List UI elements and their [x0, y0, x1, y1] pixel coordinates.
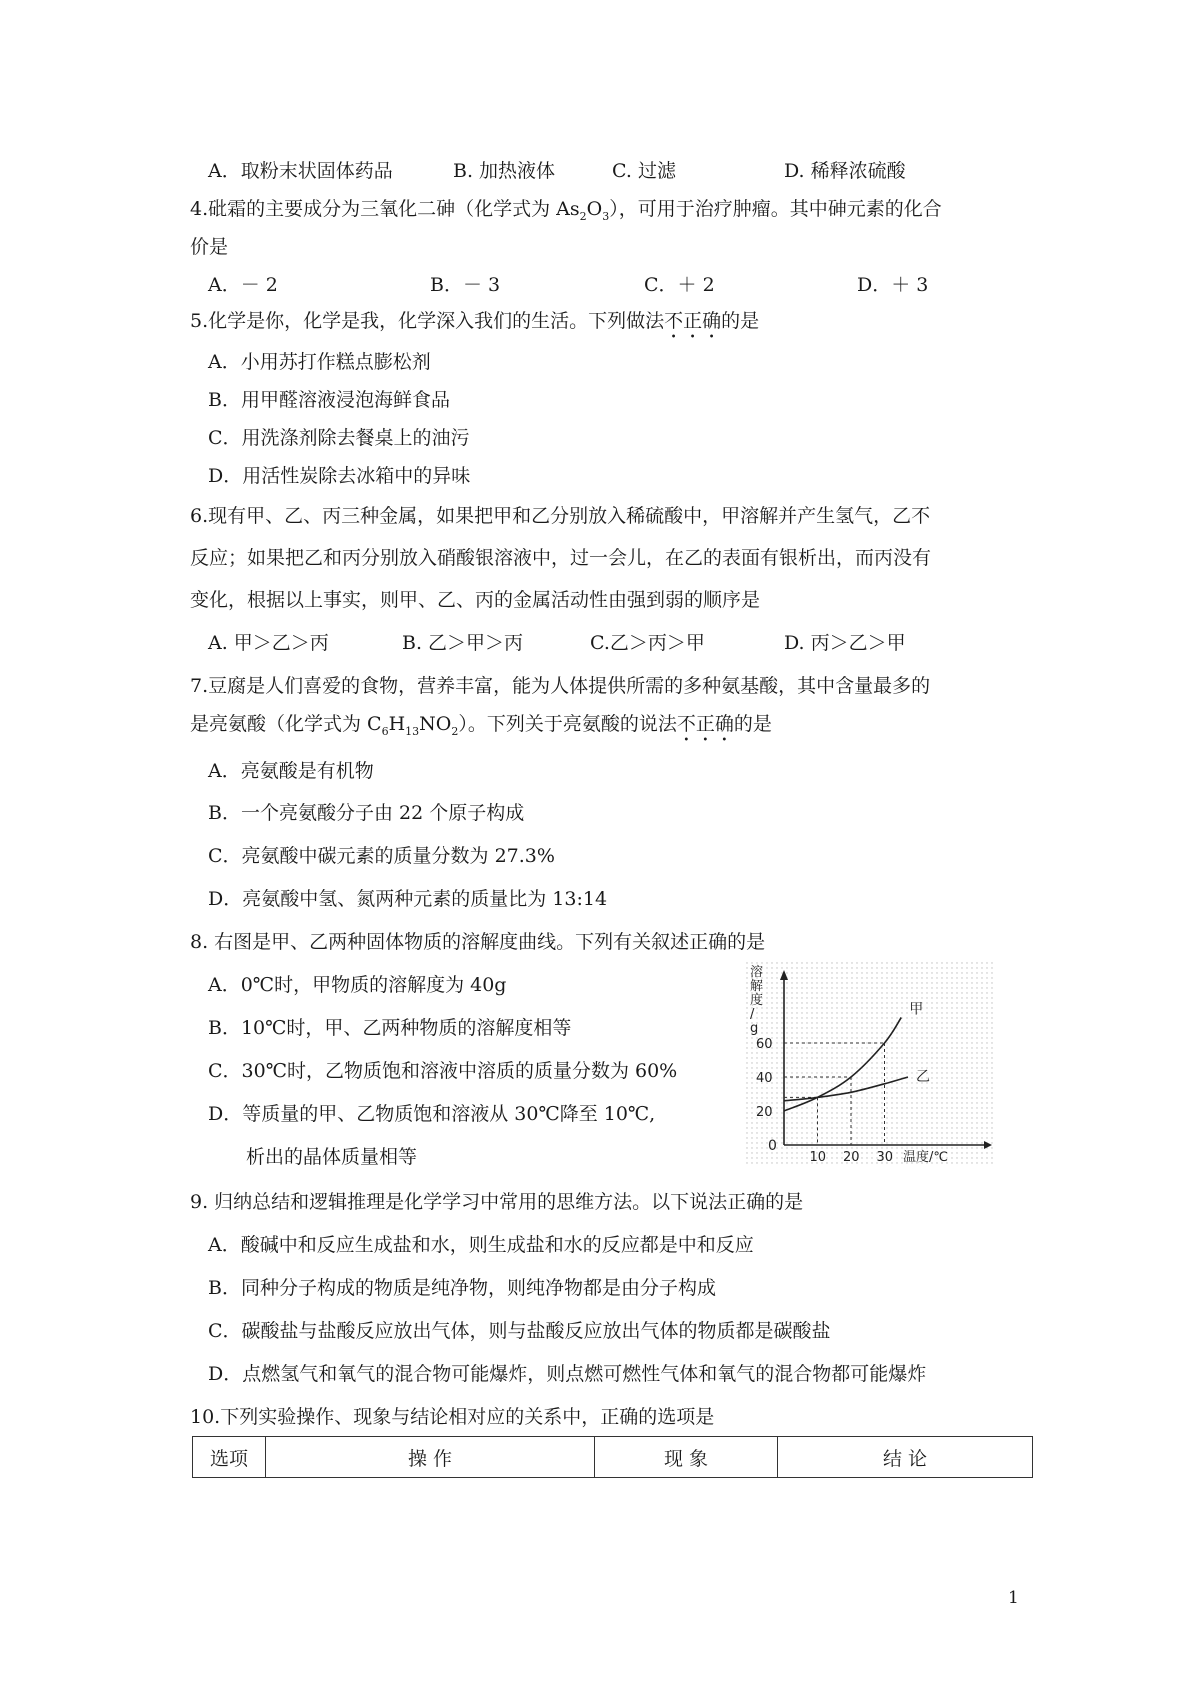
y-axis-label-char: 溶	[750, 965, 764, 980]
x-tick-label: 10	[809, 1150, 827, 1165]
q7-option-a: A．亮氨酸是有机物	[208, 760, 374, 782]
solubility-chart	[746, 962, 994, 1167]
q7-option-c: C．亮氨酸中碳元素的质量分数为 27.3%	[208, 845, 555, 867]
q3-option-c: C. 过滤	[612, 160, 676, 182]
x-tick-label: 30	[876, 1150, 894, 1165]
table-header-operation: 操 作	[266, 1437, 595, 1478]
q5-text: 5.化学是你，化学是我，化学深入我们的生活。下列做法	[190, 310, 665, 332]
origin-label: 0	[768, 1138, 777, 1154]
q8-option-d-cont: 析出的晶体质量相等	[246, 1146, 418, 1168]
q8-option-b: B．10℃时，甲、乙两种物质的溶解度相等	[208, 1017, 572, 1039]
q7-sub: 13	[405, 724, 420, 738]
q4-option-d: D．＋ 3	[857, 274, 929, 296]
q5-option-b: B．用甲醛溶液浸泡海鲜食品	[208, 389, 450, 411]
y-tick-label: 20	[756, 1105, 773, 1120]
q8-option-a: A．0℃时，甲物质的溶解度为 40g	[208, 974, 507, 996]
q6-option-c: C.乙＞丙＞甲	[590, 632, 705, 654]
q4-text: ），可用于治疗肿瘤。其中砷元素的化合	[609, 198, 942, 220]
q5-option-d: D．用活性炭除去冰箱中的异味	[208, 465, 471, 487]
q6-option-a: A. 甲＞乙＞丙	[208, 632, 329, 654]
q7-text: ）。下列关于亮氨酸的说法	[458, 713, 677, 735]
q4-sub: 3	[602, 209, 610, 223]
y-axis-label-char: g	[750, 1021, 759, 1036]
q4-text: O	[586, 198, 603, 220]
q5-emphasis: 不正确	[664, 310, 722, 332]
q4-option-a: A．－ 2	[208, 274, 278, 296]
q4-option-b: B．－ 3	[430, 274, 501, 296]
q6-stem-line2: 反应；如果把乙和丙分别放入硝酸银溶液中，过一会儿，在乙的表面有银析出，而丙没有	[190, 547, 932, 569]
x-tick-label: 20	[843, 1150, 860, 1165]
q10-table	[192, 1436, 1033, 1478]
q4-option-c: C．＋ 2	[644, 274, 715, 296]
q3-option-d: D. 稀释浓硫酸	[784, 160, 906, 182]
q7-emphasis: 不正确	[676, 713, 734, 735]
q9-option-d: D．点燃氢气和氧气的混合物可能爆炸，则点燃可燃性气体和氧气的混合物都可能爆炸	[208, 1363, 927, 1385]
q7-option-b: B．一个亮氨酸分子由 22 个原子构成	[208, 802, 525, 824]
q5-text: 的是	[721, 310, 760, 332]
q10-stem: 10.下列实验操作、现象与结论相对应的关系中，正确的选项是	[190, 1406, 715, 1428]
q4-stem-line2: 价是	[190, 236, 229, 258]
series-label: 甲	[909, 1001, 924, 1018]
q9-stem: 9. 归纳总结和逻辑推理是化学学习中常用的思维方法。以下说法正确的是	[190, 1191, 804, 1213]
q8-option-c: C．30℃时，乙物质饱和溶液中溶质的质量分数为 60%	[208, 1060, 678, 1082]
y-tick-label: 60	[756, 1037, 773, 1052]
q5-option-c: C．用洗涤剂除去餐桌上的油污	[208, 427, 470, 449]
q7-stem-line2	[190, 711, 772, 746]
table-header-phenomenon: 现 象	[595, 1437, 778, 1478]
table-header-row	[193, 1437, 1033, 1478]
y-tick-label: 40	[756, 1071, 773, 1086]
q3-option-b: B. 加热液体	[453, 160, 556, 182]
q6-stem-line1: 6.现有甲、乙、丙三种金属，如果把甲和乙分别放入稀硫酸中，甲溶解并产生氢气，乙不	[190, 505, 931, 527]
q7-stem-line1: 7.豆腐是人们喜爱的食物，营养丰富，能为人体提供所需的多种氨基酸，其中含量最多的	[190, 675, 931, 697]
q7-sub: 6	[381, 724, 389, 738]
x-axis-label: 温度/℃	[903, 1150, 948, 1165]
q9-option-a: A．酸碱中和反应生成盐和水，则生成盐和水的反应都是中和反应	[208, 1234, 754, 1256]
q4-sub: 2	[579, 209, 587, 223]
q5-stem	[190, 308, 759, 343]
q9-option-b: B．同种分子构成的物质是纯净物，则纯净物都是由分子构成	[208, 1277, 716, 1299]
y-axis-label-char: 解	[750, 979, 764, 994]
q7-text: H	[388, 713, 406, 735]
q6-option-d: D. 丙＞乙＞甲	[784, 632, 906, 654]
q6-option-b: B. 乙＞甲＞丙	[402, 632, 524, 654]
q7-option-d: D．亮氨酸中氢、氮两种元素的质量比为 13:14	[208, 888, 608, 910]
q7-text: 是亮氨酸（化学式为 C	[190, 713, 382, 735]
table-header-conclusion: 结 论	[778, 1437, 1033, 1478]
q5-option-a: A．小用苏打作糕点膨松剂	[208, 351, 431, 373]
y-axis-label-char: /	[750, 1007, 755, 1022]
q3-option-a: A．取粉末状固体药品	[208, 160, 393, 182]
y-axis-label-char: 度	[750, 993, 764, 1008]
q8-option-d: D．等质量的甲、乙物质饱和溶液从 30℃降至 10℃,	[208, 1103, 656, 1125]
q7-text: 的是	[733, 713, 772, 735]
series-label: 乙	[915, 1069, 930, 1085]
q9-option-c: C．碳酸盐与盐酸反应放出气体，则与盐酸反应放出气体的物质都是碳酸盐	[208, 1320, 831, 1342]
q7-sub: 2	[451, 724, 459, 738]
q4-stem-line1	[190, 196, 942, 230]
table-header-option: 选项	[193, 1437, 266, 1478]
q4-text: 4.砒霜的主要成分为三氧化二砷（化学式为 As	[190, 198, 580, 220]
q6-stem-line3: 变化，根据以上事实，则甲、乙、丙的金属活动性由强到弱的顺序是	[190, 589, 761, 611]
page-number: 1	[1008, 1588, 1019, 1608]
q7-text: NO	[419, 713, 452, 735]
q8-stem: 8. 右图是甲、乙两种固体物质的溶解度曲线。下列有关叙述正确的是	[190, 931, 766, 953]
